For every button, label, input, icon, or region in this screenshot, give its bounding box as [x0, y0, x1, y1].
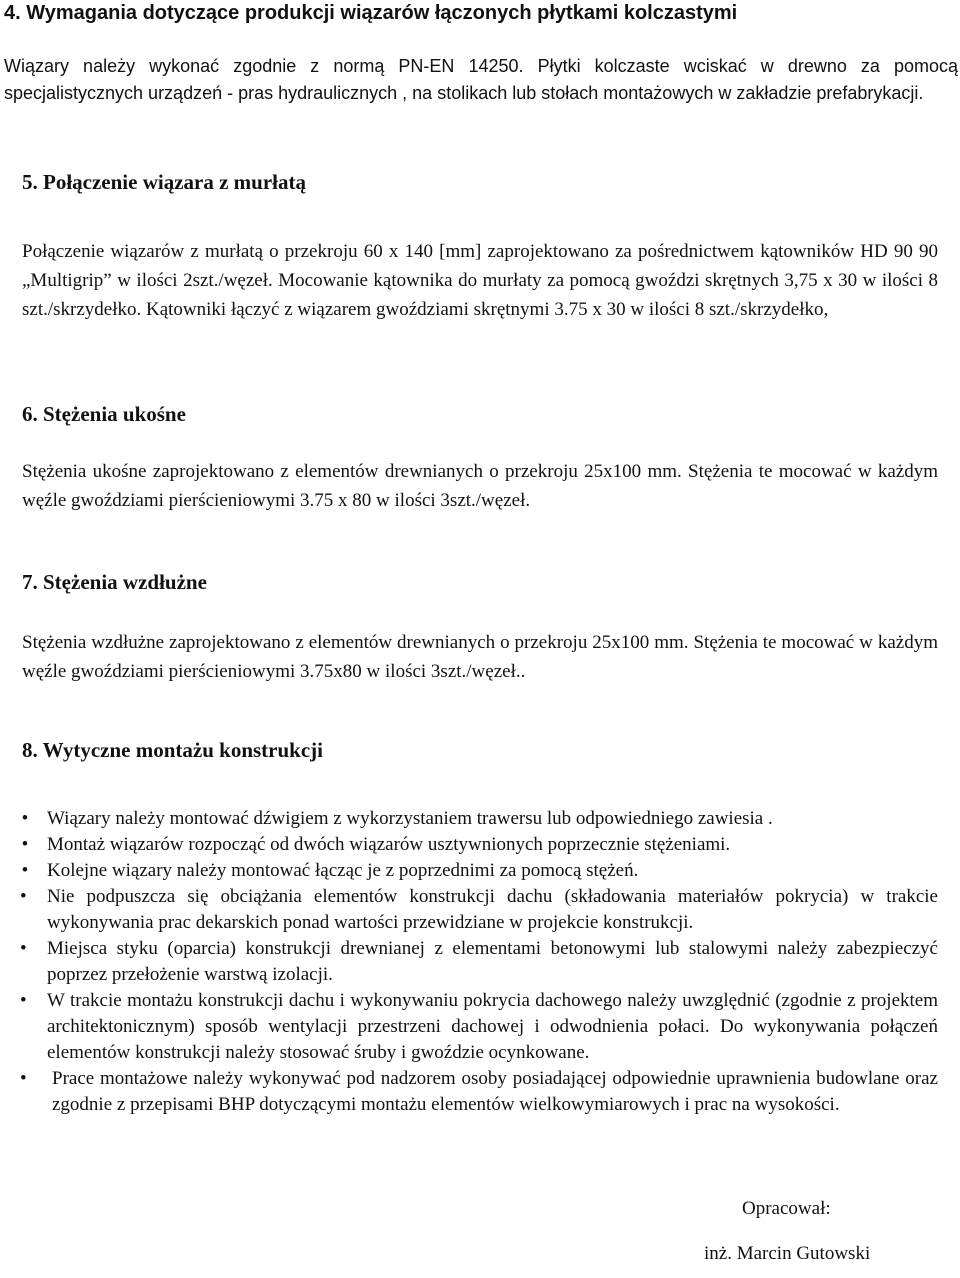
bullet-icon: •: [21, 808, 29, 829]
signature-name: inż. Marcin Gutowski: [704, 1243, 871, 1264]
bullet-icon: •: [21, 860, 29, 881]
list-item-text: Montaż wiązarów rozpocząć od dwóch wiązarów usztywnionych poprzecznie stężeniami.: [47, 834, 731, 855]
section-5-title: 5. Połączenie wiązara z murłatą: [22, 170, 306, 194]
bullet-icon: •: [20, 938, 27, 959]
list-item-text: Miejsca styku (oparcia) konstrukcji drewnianej z elementami betonowymi lub stalowymi należy zabezpieczyć poprzez przełożenie warstwą izolacji.: [47, 938, 938, 985]
section-4-text: Wiązary należy wykonać zgodnie z normą PN-EN 14250. Płytki kolczaste wciskać w drewno za pomocą specjalistycznych urządzeń - pras hydraulicznych , na stolikach lub stołach montażowych w zakładzie prefabrykacji.: [4, 56, 958, 103]
section-6-title: 6. Stężenia ukośne: [22, 402, 186, 426]
section-5-text: Połączenie wiązarów z murłatą o przekroju 60 x 140 [mm] zaprojektowano za pośrednictwem kątowników HD 90 90 „Multigrip” w ilości 2szt./węzeł. Mocowanie kątownika do murłaty za pomocą gwoździ skrętnych 3,75 x 30 w ilości 8 szt./skrzydełko. Kątowniki łączyć z wiązarem gwoździami skrętnymi 3.75 x 30 w ilości 8 szt./skrzydełko,: [22, 241, 938, 320]
assembly-guidelines-list: [0, 806, 960, 1118]
list-item-text: Nie podpuszcza się obciążania elementów konstrukcji dachu (składowania materiałów pokrycia) w trakcie wykonywania prac dekarskich ponad wartości przewidziane w projekcie konstrukcji.: [47, 886, 938, 933]
list-item: [0, 936, 960, 988]
signature-label: Opracował:: [742, 1198, 831, 1219]
list-item: [0, 806, 960, 832]
section-4-title: 4. Wymagania dotyczące produkcji wiązarów łączonych płytkami kolczastymi: [4, 2, 738, 24]
list-item: [0, 884, 960, 936]
section-7-title: 7. Stężenia wzdłużne: [22, 570, 207, 594]
list-item: [0, 858, 960, 884]
section-6-text: Stężenia ukośne zaprojektowano z elementów drewnianych o przekroju 25x100 mm. Stężenia te mocować w każdym węźle gwoździami pierścieniowymi 3.75 x 80 w ilości 3szt./węzeł.: [22, 461, 938, 511]
list-item: [0, 832, 960, 858]
list-item-text: Wiązary należy montować dźwigiem z wykorzystaniem trawersu lub odpowiedniego zawiesia .: [47, 808, 773, 829]
list-item-text: Kolejne wiązary należy montować łącząc je z poprzednimi za pomocą stężeń.: [47, 860, 639, 881]
list-item: [0, 1066, 960, 1118]
section-7-text: Stężenia wzdłużne zaprojektowano z elementów drewnianych o przekroju 25x100 mm. Stężenia te mocować w każdym węźle gwoździami pierścieniowymi 3.75x80 w ilości 3szt./węzeł..: [22, 632, 938, 682]
list-item-text: W trakcie montażu konstrukcji dachu i wykonywaniu pokrycia dachowego należy uwzględnić (zgodnie z projektem architektonicznym) sposób wentylacji przestrzeni dachowej i odwodnienia połaci. Do wykonywania połączeń elementów konstrukcji należy stosować śruby i gwoździe ocynkowane.: [47, 990, 938, 1063]
bullet-icon: •: [20, 886, 27, 907]
bullet-icon: •: [20, 990, 27, 1011]
list-item: [0, 988, 960, 1066]
bullet-icon: •: [20, 1068, 27, 1089]
list-item-text: Prace montażowe należy wykonywać pod nadzorem osoby posiadającej odpowiednie uprawnienia budowlane oraz zgodnie z przepisami BHP dotyczącymi montażu elementów wielkowymiarowych i prac na wysokości.: [52, 1068, 938, 1115]
section-8-title: 8. Wytyczne montażu konstrukcji: [22, 738, 323, 762]
bullet-icon: •: [21, 834, 29, 855]
